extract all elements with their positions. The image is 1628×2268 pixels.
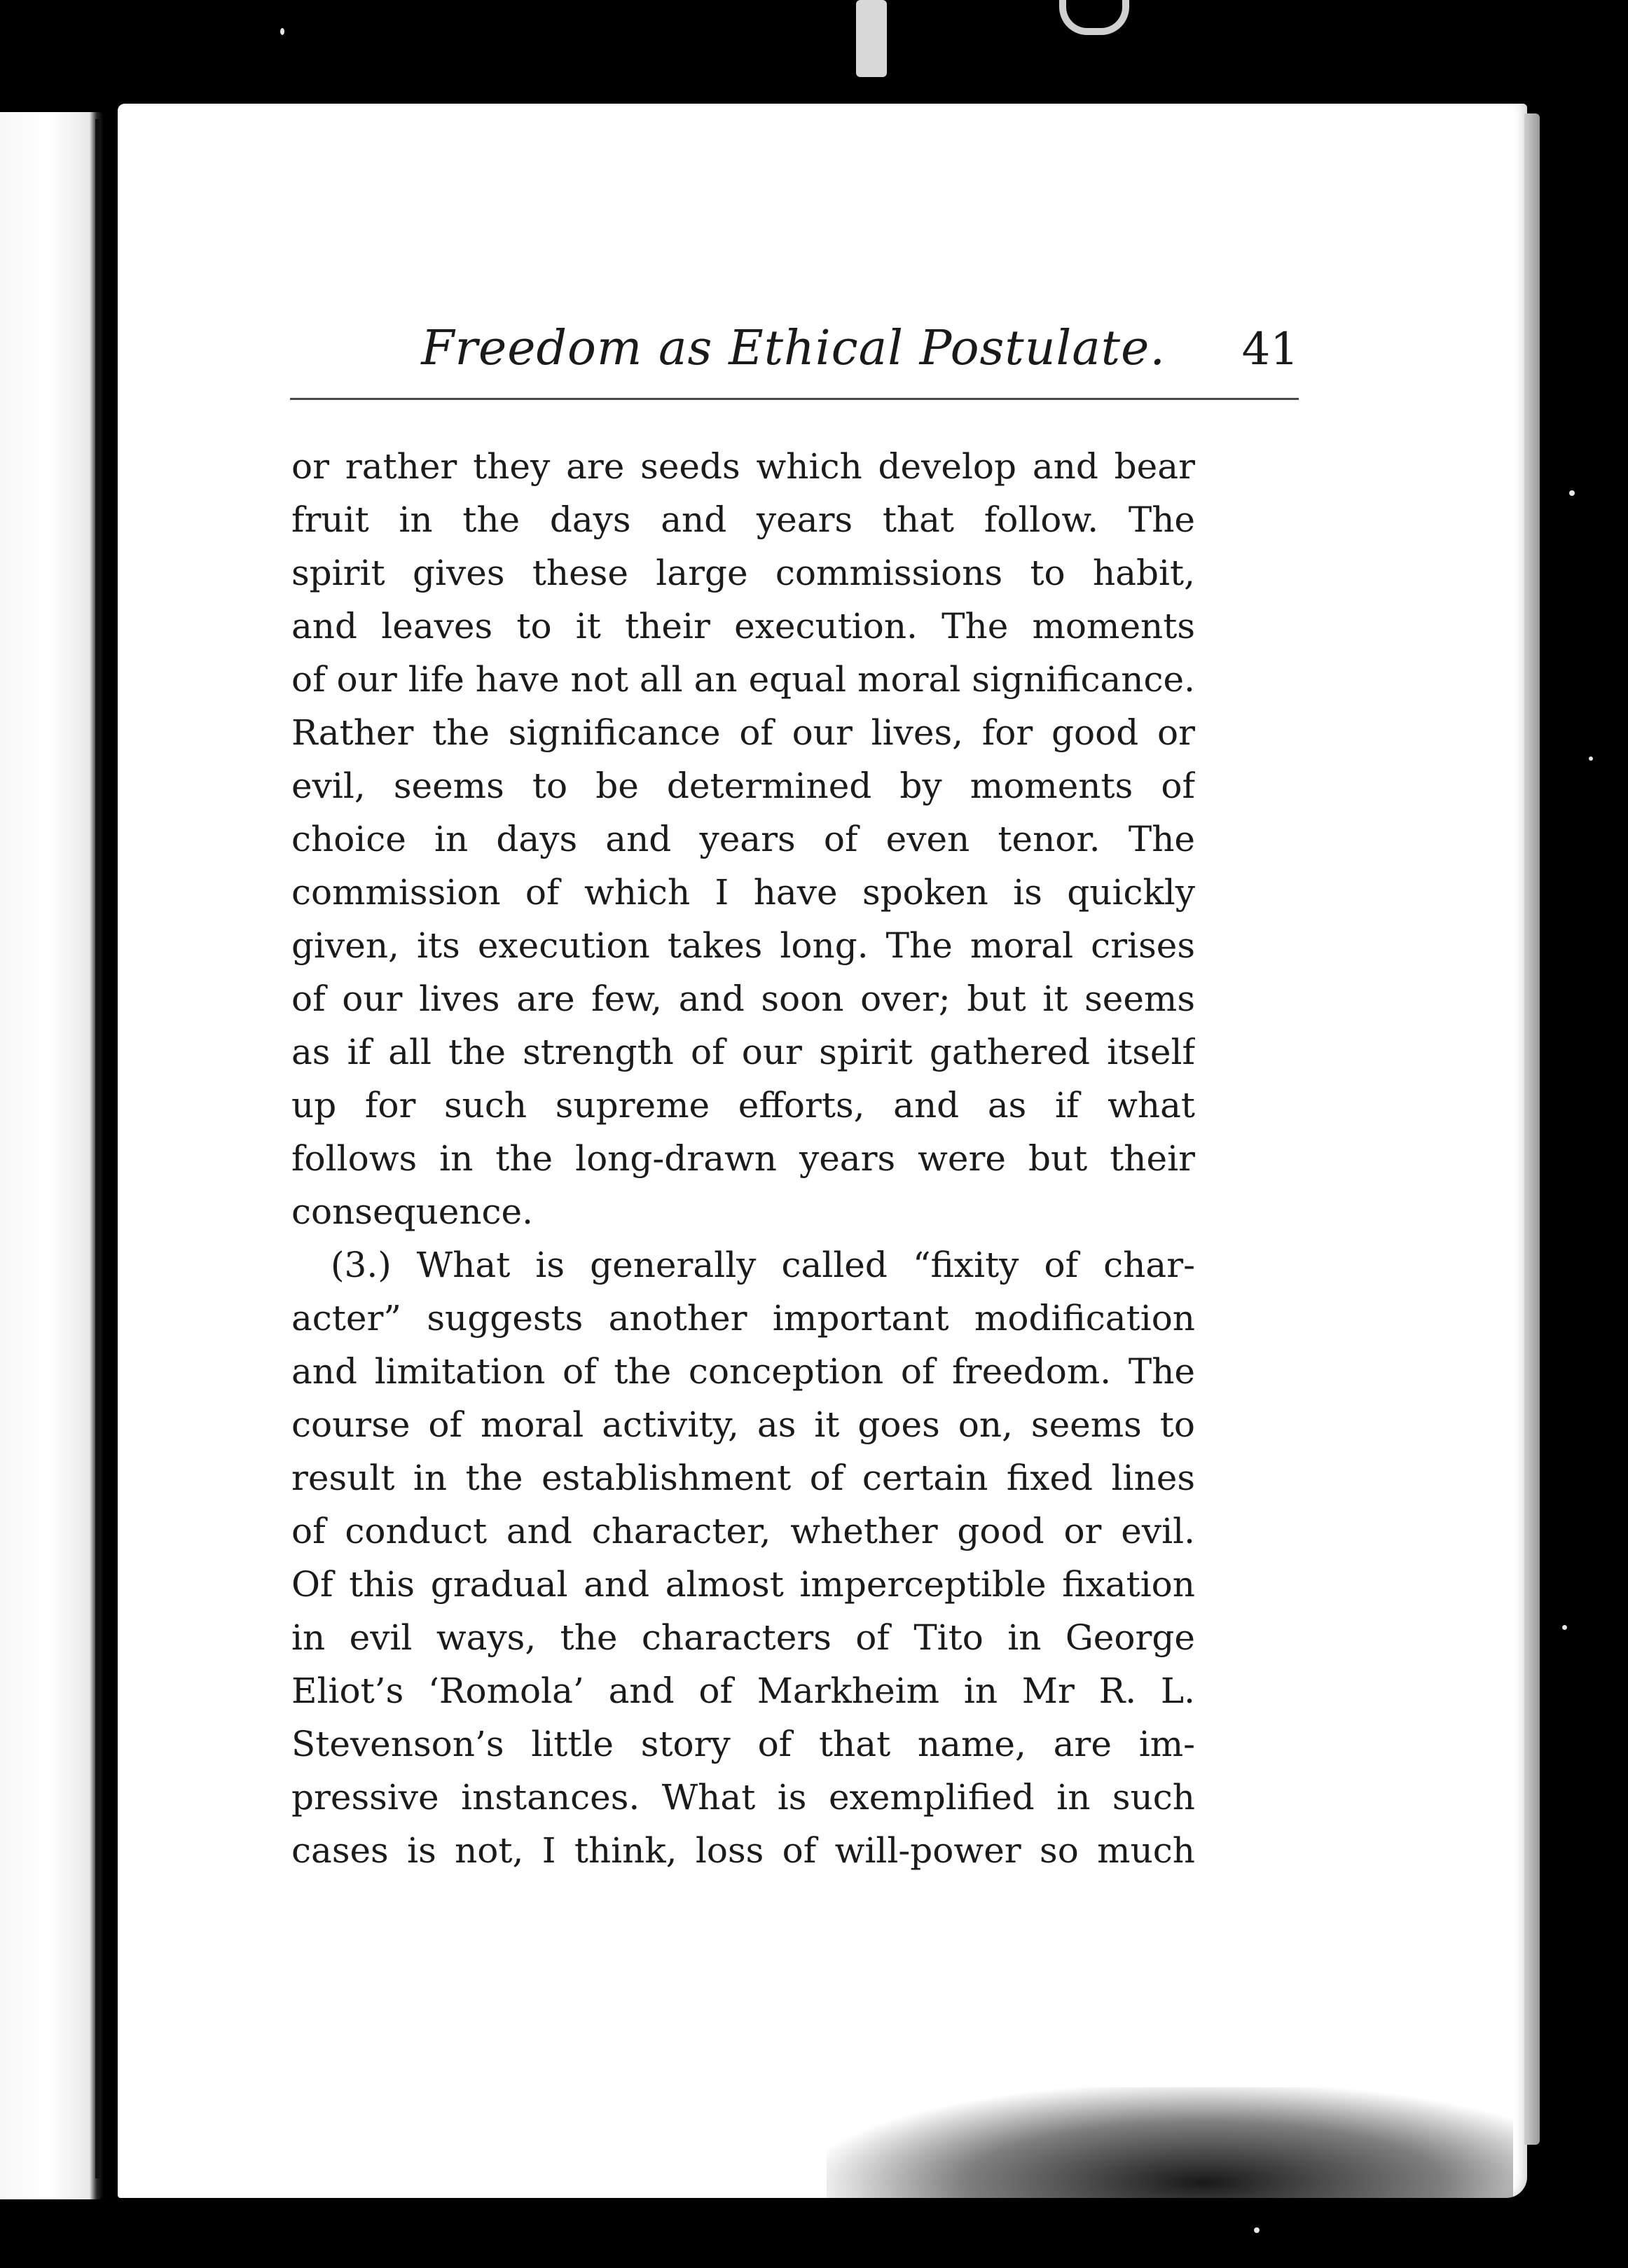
page-edge <box>1524 113 1540 2145</box>
text-line: of our life have not all an equal moral significance. <box>291 659 1195 700</box>
text-line: course of moral activity, as it goes on, seems to <box>291 1404 1195 1445</box>
text-line: and leaves to it their execution. The moments <box>291 606 1195 646</box>
text-line: Stevenson’s little story of that name, are im- <box>291 1724 1195 1764</box>
text-line: follows in the long-drawn years were but their <box>291 1138 1195 1179</box>
running-header <box>290 314 1299 400</box>
text-line: Eliot’s ‘Romola’ and of Markheim in Mr R. L. <box>291 1671 1195 1711</box>
text-line: result in the establishment of certain fixed lines <box>291 1458 1195 1498</box>
text-line: (3.) What is generally called “fixity of char- <box>331 1245 1195 1285</box>
scan-speck <box>280 28 284 35</box>
body-text <box>291 440 1195 1877</box>
text-line: pressive instances. What is exemplified in such <box>291 1777 1195 1818</box>
text-line: given, its execution takes long. The moral crises <box>291 925 1195 966</box>
text-line: commission of which I have spoken is quickly <box>291 872 1195 913</box>
text-line: Of this gradual and almost imperceptible fixation <box>291 1564 1195 1605</box>
text-line: in evil ways, the characters of Tito in George <box>291 1617 1195 1658</box>
book-page <box>118 104 1527 2198</box>
previous-page-edge <box>0 112 104 2199</box>
text-line: cases is not, I think, loss of will-power so much <box>291 1830 1195 1871</box>
text-line: acter” suggests another important modification <box>291 1298 1195 1339</box>
text-line: up for such supreme efforts, and as if what <box>291 1085 1195 1126</box>
scan-speck <box>1254 2227 1260 2233</box>
page-number: 41 <box>1241 324 1299 375</box>
text-line: of our lives are few, and soon over; but it seems <box>291 979 1195 1019</box>
text-line: choice in days and years of even tenor. The <box>291 819 1195 859</box>
text-line: of conduct and character, whether good or evil. <box>291 1511 1195 1551</box>
scan-mark <box>1059 0 1129 35</box>
scan-speck <box>1589 756 1593 761</box>
text-line: spirit gives these large commissions to habit, <box>291 553 1195 593</box>
scan-speck <box>1569 490 1575 496</box>
text-line: fruit in the days and years that follow. The <box>291 499 1195 540</box>
text-line: Rather the significance of our lives, for good or <box>291 712 1195 753</box>
scan-speck <box>1562 1625 1567 1630</box>
text-line: and limitation of the conception of freedom. The <box>291 1351 1195 1392</box>
text-line: evil, seems to be determined by moments of <box>291 766 1195 806</box>
text-line: as if all the strength of our spirit gathered itself <box>291 1032 1195 1072</box>
scan-shadow <box>827 2087 1513 2206</box>
scan-blot <box>856 0 887 77</box>
text-line: consequence. <box>291 1191 534 1232</box>
running-title: Freedom as Ethical Postulate. <box>421 321 1166 376</box>
text-line: or rather they are seeds which develop and bear <box>291 446 1195 487</box>
book-spine <box>95 119 99 2178</box>
